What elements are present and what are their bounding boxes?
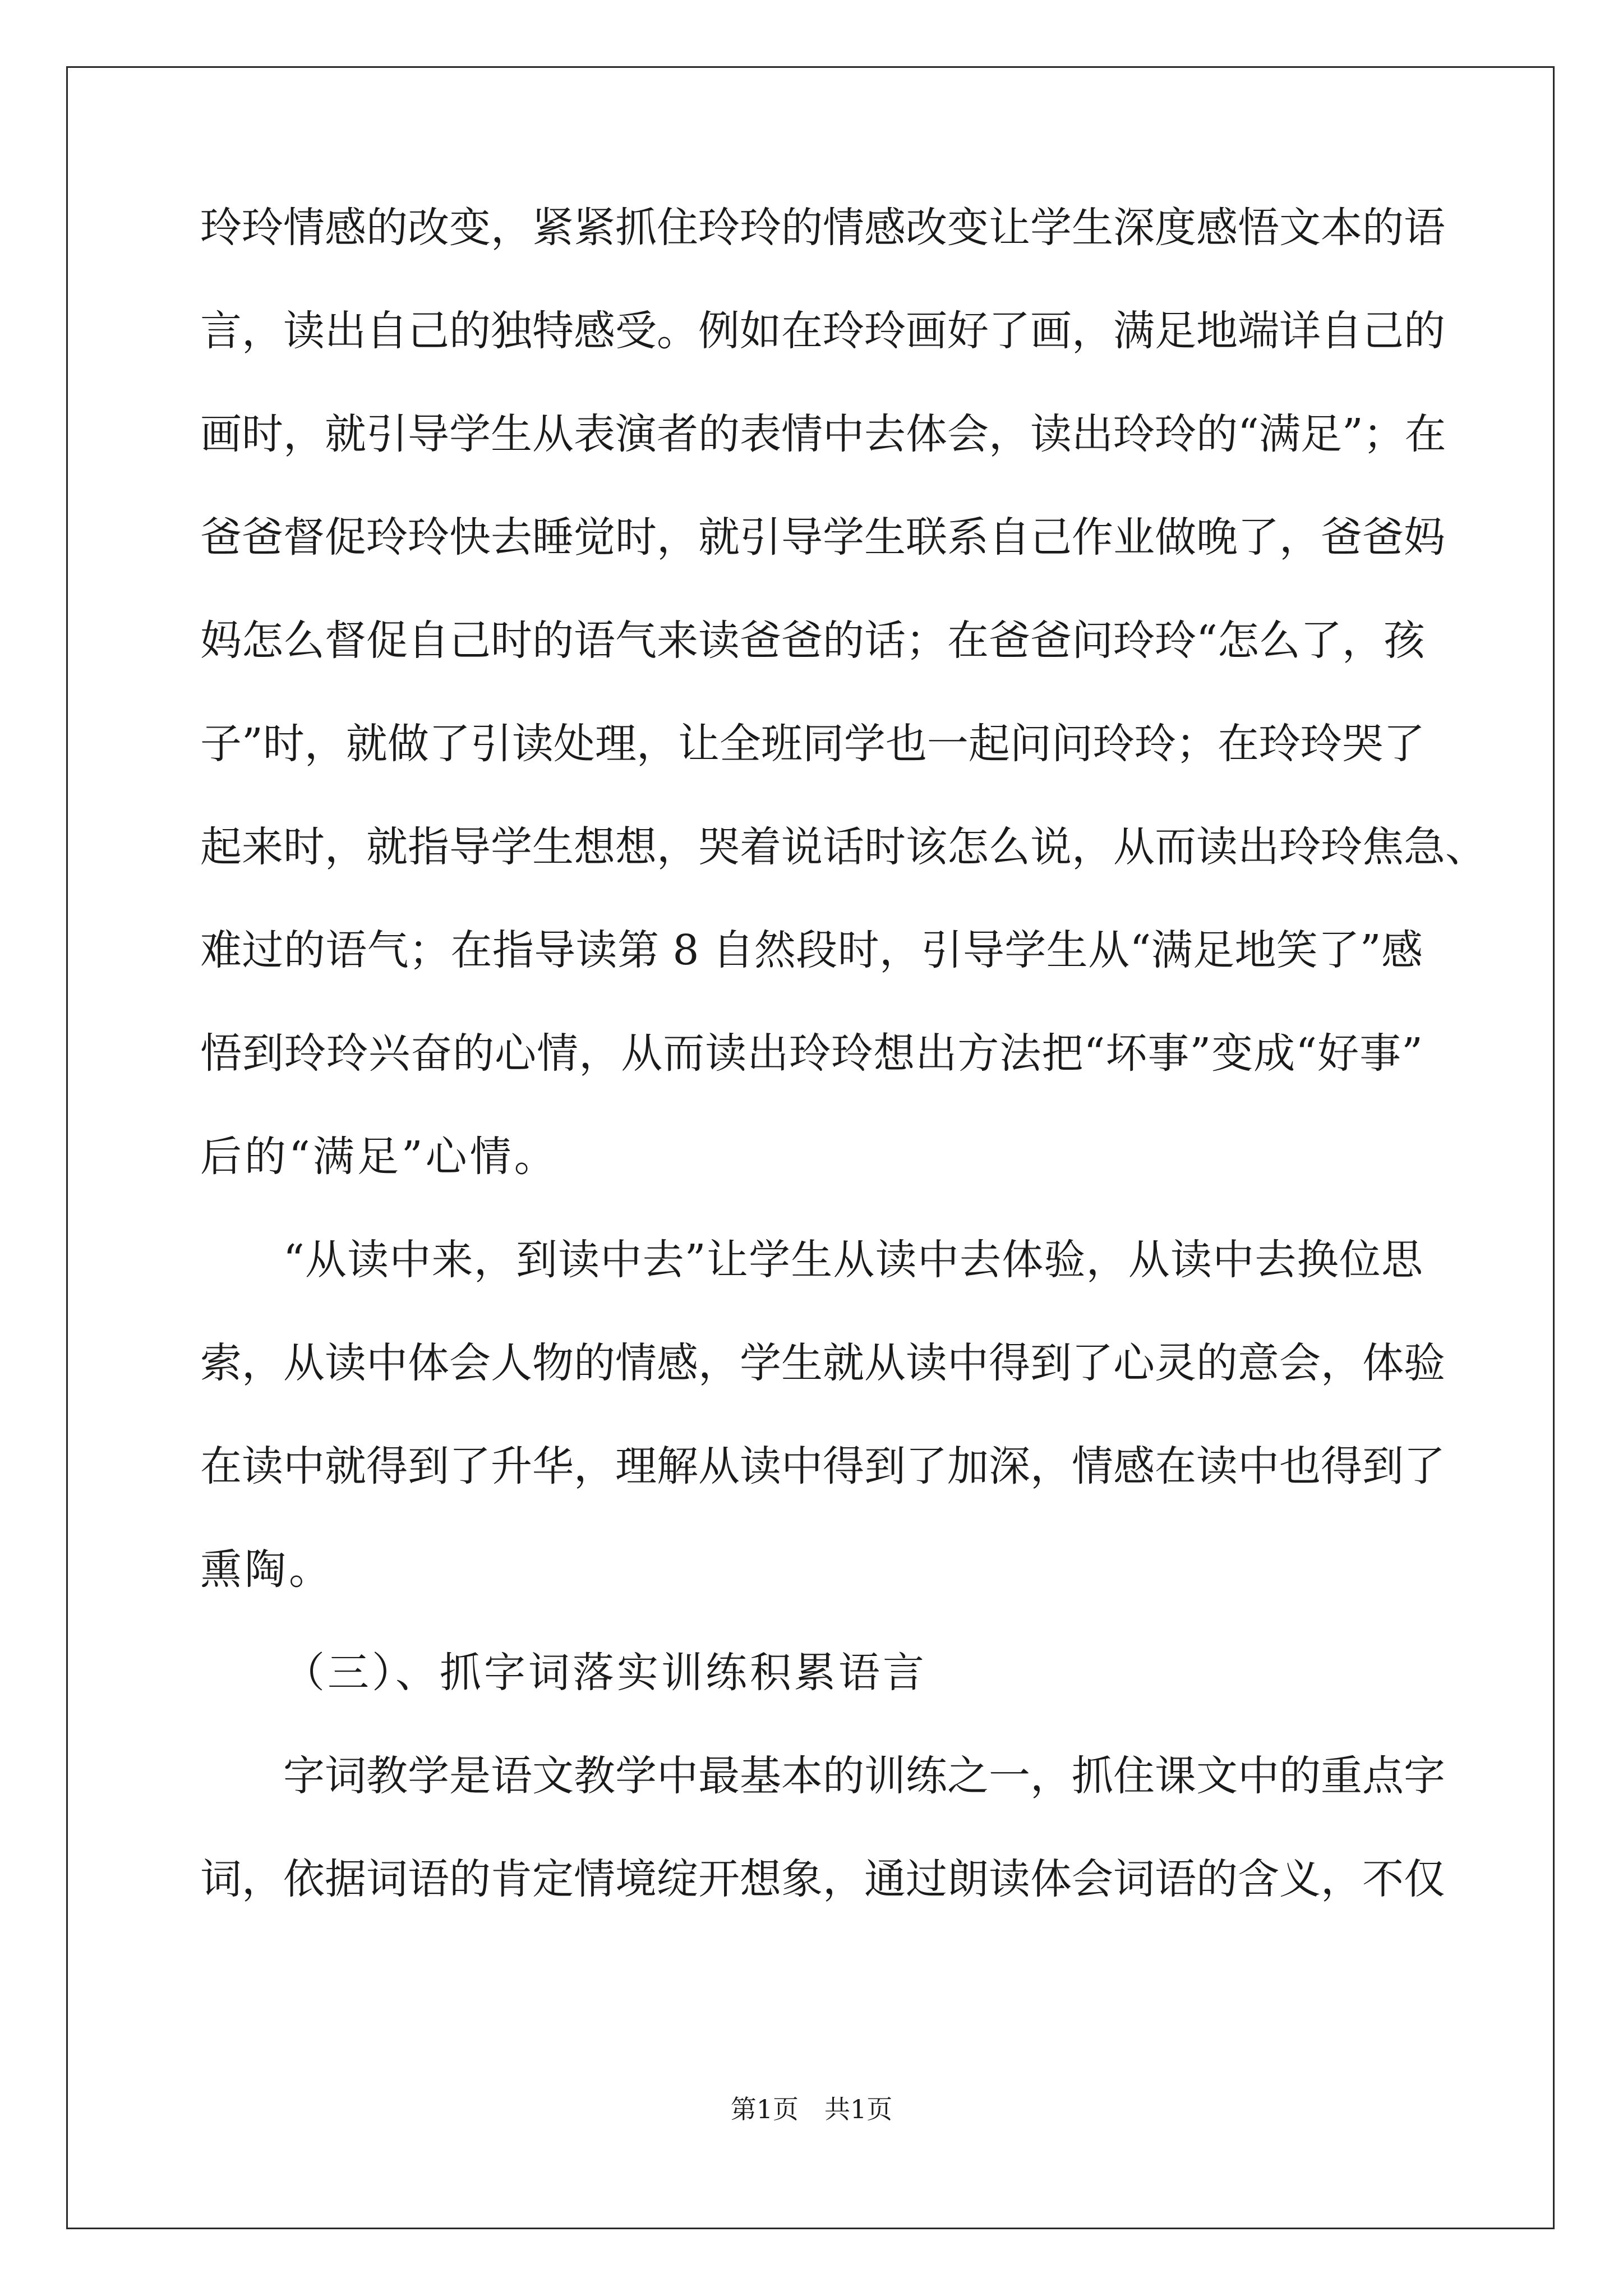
paragraph-3-line-2: 词，依据词语的肯定情境绽开想象，通过朗读体会词语的含义，不仅 (200, 1855, 1445, 1903)
text-line-2: 言，读出自己的独特感受。例如在玲玲画好了画，满足地端详自己的 (200, 307, 1445, 355)
text-line-9: 悟到玲玲兴奋的心情，从而读出玲玲想出方法把“坏事”变成“好事” (200, 1029, 1423, 1078)
text-line-4: 爸爸督促玲玲快去睡觉时，就引导学生联系自己作业做晚了，爸爸妈 (200, 513, 1445, 562)
text-line-8: 难过的语气；在指导读第 8 自然段时，引导学生从“满足地笑了”感 (200, 926, 1423, 974)
paragraph-2-line-2: 索，从读中体会人物的情感，学生就从读中得到了心灵的意会，体验 (200, 1339, 1445, 1387)
text-line-5: 妈怎么督促自己时的语气来读爸爸的话；在爸爸问玲玲“怎么了，孩 (200, 616, 1425, 665)
paragraph-2-line-3: 在读中就得到了升华，理解从读中得到了加深，情感在读中也得到了 (200, 1442, 1445, 1490)
paragraph-3-line-1: 字词教学是语文教学中最基本的训练之一，抓住课文中的重点字 (283, 1752, 1445, 1800)
paragraph-2-line-4: 熏陶。 (200, 1545, 333, 1594)
text-line-1: 玲玲情感的改变，紧紧抓住玲玲的情感改变让学生深度感悟文本的语 (200, 204, 1445, 252)
text-line-3: 画时，就引导学生从表演者的表情中去体会，读出玲玲的“满足”；在 (200, 410, 1446, 458)
text-line-7: 起来时，就指导学生想想，哭着说话时该怎么说，从而读出玲玲焦急、 (200, 823, 1487, 871)
section-heading: （三）、抓字词落实训练积累语言 (283, 1649, 927, 1697)
paragraph-2-line-1: “从读中来，到读中去”让学生从读中去体验，从读中去换位思 (283, 1236, 1423, 1284)
text-line-10: 后的“满足”心情。 (200, 1133, 559, 1181)
text-line-6: 子”时，就做了引读处理，让全班同学也一起问问玲玲；在玲玲哭了 (200, 720, 1425, 768)
page-number-footer: 第1页 共1页 (730, 2094, 893, 2124)
